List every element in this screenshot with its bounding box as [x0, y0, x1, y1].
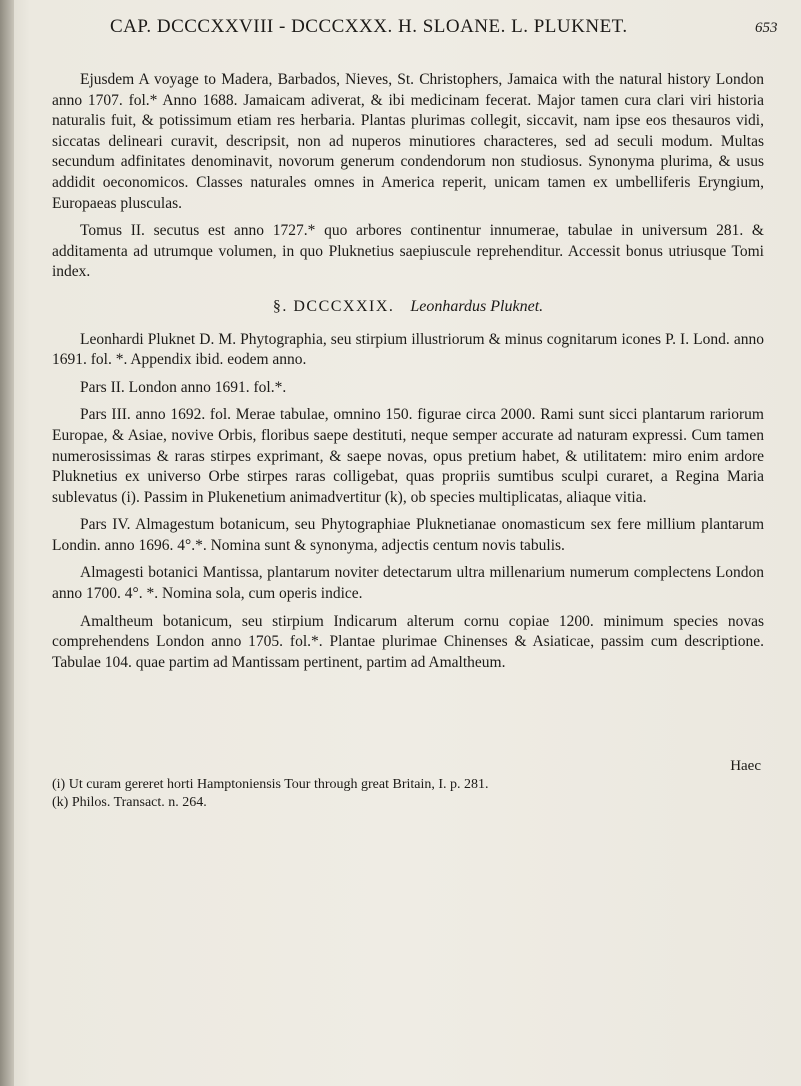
running-head: CAP. DCCCXXVIII - DCCCXXX. H. SLOANE. L. PLUKNET. — [110, 16, 628, 37]
paragraph-tomus-ii: Tomus II. secutus est anno 1727.* quo arbores continentur innumerae, tabulae in universum 281. & additamenta ad utrumque volumen, in quo Pluknetius saepiuscule reprehenditur. Accessit bonus utriusque Tomi index. — [52, 222, 764, 281]
paragraph-amaltheum: Amaltheum botanicum, seu stirpium Indicarum alterum cornu copiae 1200. minimum species novas comprehendens London anno 1705. fol.*. Plantae plurimae Chinenses & Asiaticae, passim cum descriptione. Tabulae 104. quae partim ad Mantissam pertinent, partim ad Amaltheum. — [52, 612, 764, 671]
footnotes — [52, 776, 764, 812]
paragraph-mantissa: Almagesti botanici Mantissa, plantarum noviter detectarum ultra millenarium numerum complectens London anno 1700. 4°. *. Nomina sola, cum operis indice. — [52, 564, 764, 603]
main-text — [52, 70, 764, 680]
paragraph-pars-iii: Pars III. anno 1692. fol. Merae tabulae, omnino 150. figurae circa 2000. Rami sunt sicci plantarum rariorum Europae, & Asiae, novive Orbis, floribus saepe destituti, neque semper accurate ad naturam expressi. Cum tamen numerosissimas & raras stirpes exprimant, & saepe novas, opus pretium habet, & utilitatem: miro enim ardore Pluknetius ex universo Orbe stirpes raras colligebat, quas propriis sumtibus sculpi curaret, a Regina Maria sublevatus (i). Passim in Plukenetium animadvertitur (k), ob species multiplicatas, aliaque vitia. — [52, 406, 764, 506]
catchword: Haec — [730, 758, 761, 774]
section-heading — [52, 297, 764, 318]
footnote-i: (i) Ut curam gereret horti Hamptoniensis Tour through great Britain, I. p. 281. — [52, 777, 489, 792]
page-gutter-shadow — [0, 0, 14, 1086]
paragraph-pars-ii: Pars II. London anno 1691. fol.*. — [80, 378, 287, 396]
section-title: Leonhardus Pluknet. — [410, 297, 544, 315]
section-number: §. DCCCXXIX. — [272, 297, 395, 315]
page-number: 653 — [755, 20, 778, 36]
paragraph-sloane-voyage: Ejusdem A voyage to Madera, Barbados, Nieves, St. Christophers, Jamaica with the natural history London anno 1707. fol.* Anno 1688. Jamaicam adiverat, & ibi medicinam fecerat. Major tamen cura clari viri historia naturalis fuit, & potissimum etiam res herbaria. Plantas plurimas collegit, siccavit, nam ipse eos thesauros vidi, siccatas delineari curavit, descripsit, non ad nuperos minutiores characteres, sed ad seculi modum. Multas secundum adfinitates denominavit, novorum generum condendorum non studiosus. Synonyma plurima, & usus addidit oeconomicos. Classes naturales omnes in America reperit, unicam tamen ex umbelliferis Eryngium, Europaeas plusculas. — [52, 71, 764, 212]
footnote-k: (k) Philos. Transact. n. 264. — [52, 795, 207, 810]
paragraph-pars-iv: Pars IV. Almagestum botanicum, seu Phytographiae Pluknetianae onomasticum sex fere millium plantarum Londin. anno 1696. 4°.*. Nomina sunt & synonyma, adjectis centum novis tabulis. — [52, 516, 764, 554]
paragraph-phytographia: Leonhardi Pluknet D. M. Phytographia, seu stirpium illustriorum & minus cognitarum icones P. I. Lond. anno 1691. fol. *. Appendix ibid. eodem anno. — [52, 330, 764, 369]
page-header — [0, 14, 801, 54]
